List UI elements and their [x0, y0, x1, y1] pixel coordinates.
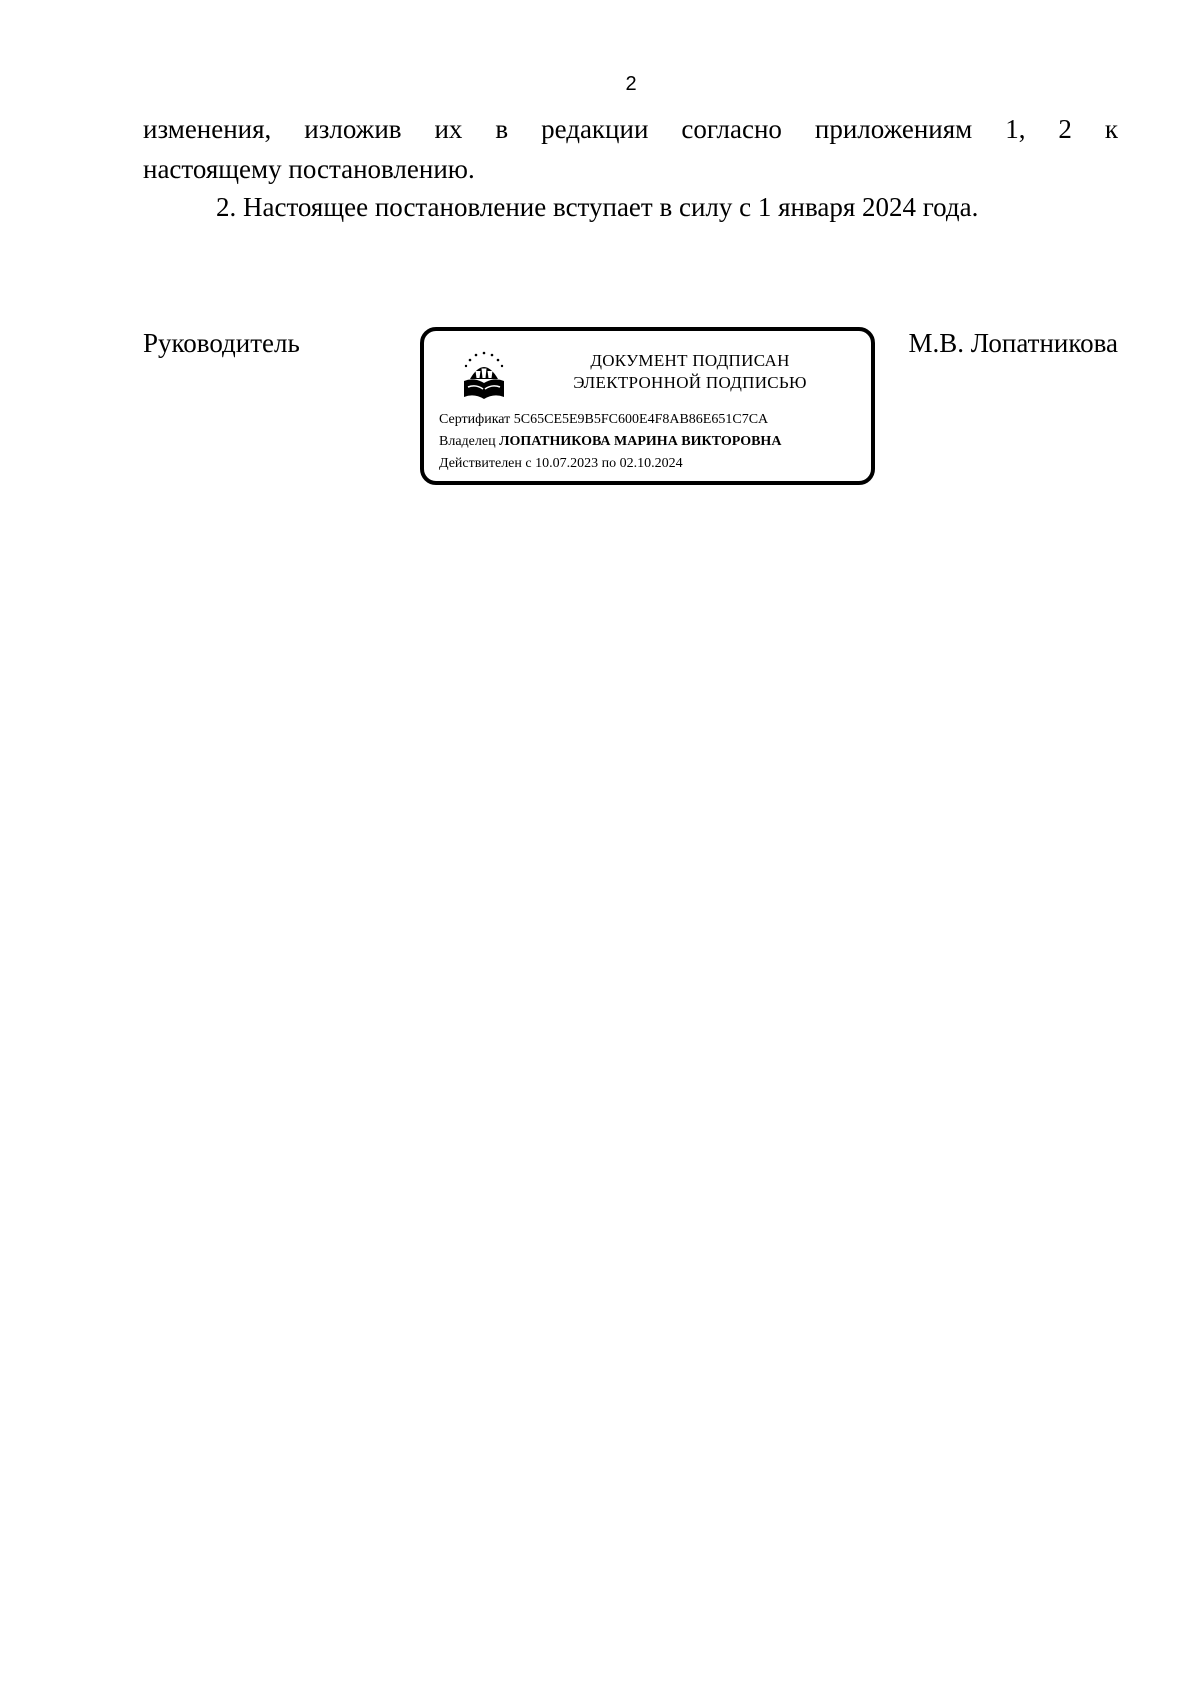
stamp-owner-value: ЛОПАТНИКОВА МАРИНА ВИКТОРОВНА — [499, 434, 782, 449]
stamp-valid-from-value: 10.07.2023 — [535, 456, 599, 471]
stamp-valid-to-value: 02.10.2024 — [619, 456, 683, 471]
electronic-signature-stamp — [420, 327, 875, 485]
stamp-owner-row — [439, 433, 781, 451]
stamp-validity-row — [439, 455, 683, 473]
stamp-title-line-2: ЭЛЕКТРОННОЙ ПОДПИСЬЮ — [573, 373, 807, 392]
paragraph-2: 2. Настоящее постановление вступает в силу с 1 января 2024 года. — [216, 192, 979, 222]
stamp-certificate-row — [439, 411, 768, 429]
coat-of-arms-icon — [460, 349, 508, 401]
stamp-certificate-value: 5C65CE5E9B5FC600E4F8AB86E651C7CA — [513, 412, 769, 427]
stamp-valid-from-label: Действителен с — [439, 456, 532, 471]
page-number: 2 — [625, 73, 637, 95]
stamp-valid-to-label: по — [601, 456, 617, 471]
signer-name: М.В. Лопатникова — [908, 328, 1118, 358]
paragraph-1-line-2: настоящему постановлению. — [143, 154, 475, 184]
stamp-certificate-label: Сертификат — [439, 412, 511, 427]
paragraph-1-line-1: изменения, изложив их в редакции согласно приложениям 1, 2 к — [143, 114, 1118, 144]
stamp-owner-label: Владелец — [439, 434, 496, 449]
signer-role: Руководитель — [143, 328, 300, 358]
stamp-title-line-1: ДОКУМЕНТ ПОДПИСАН — [590, 351, 790, 370]
